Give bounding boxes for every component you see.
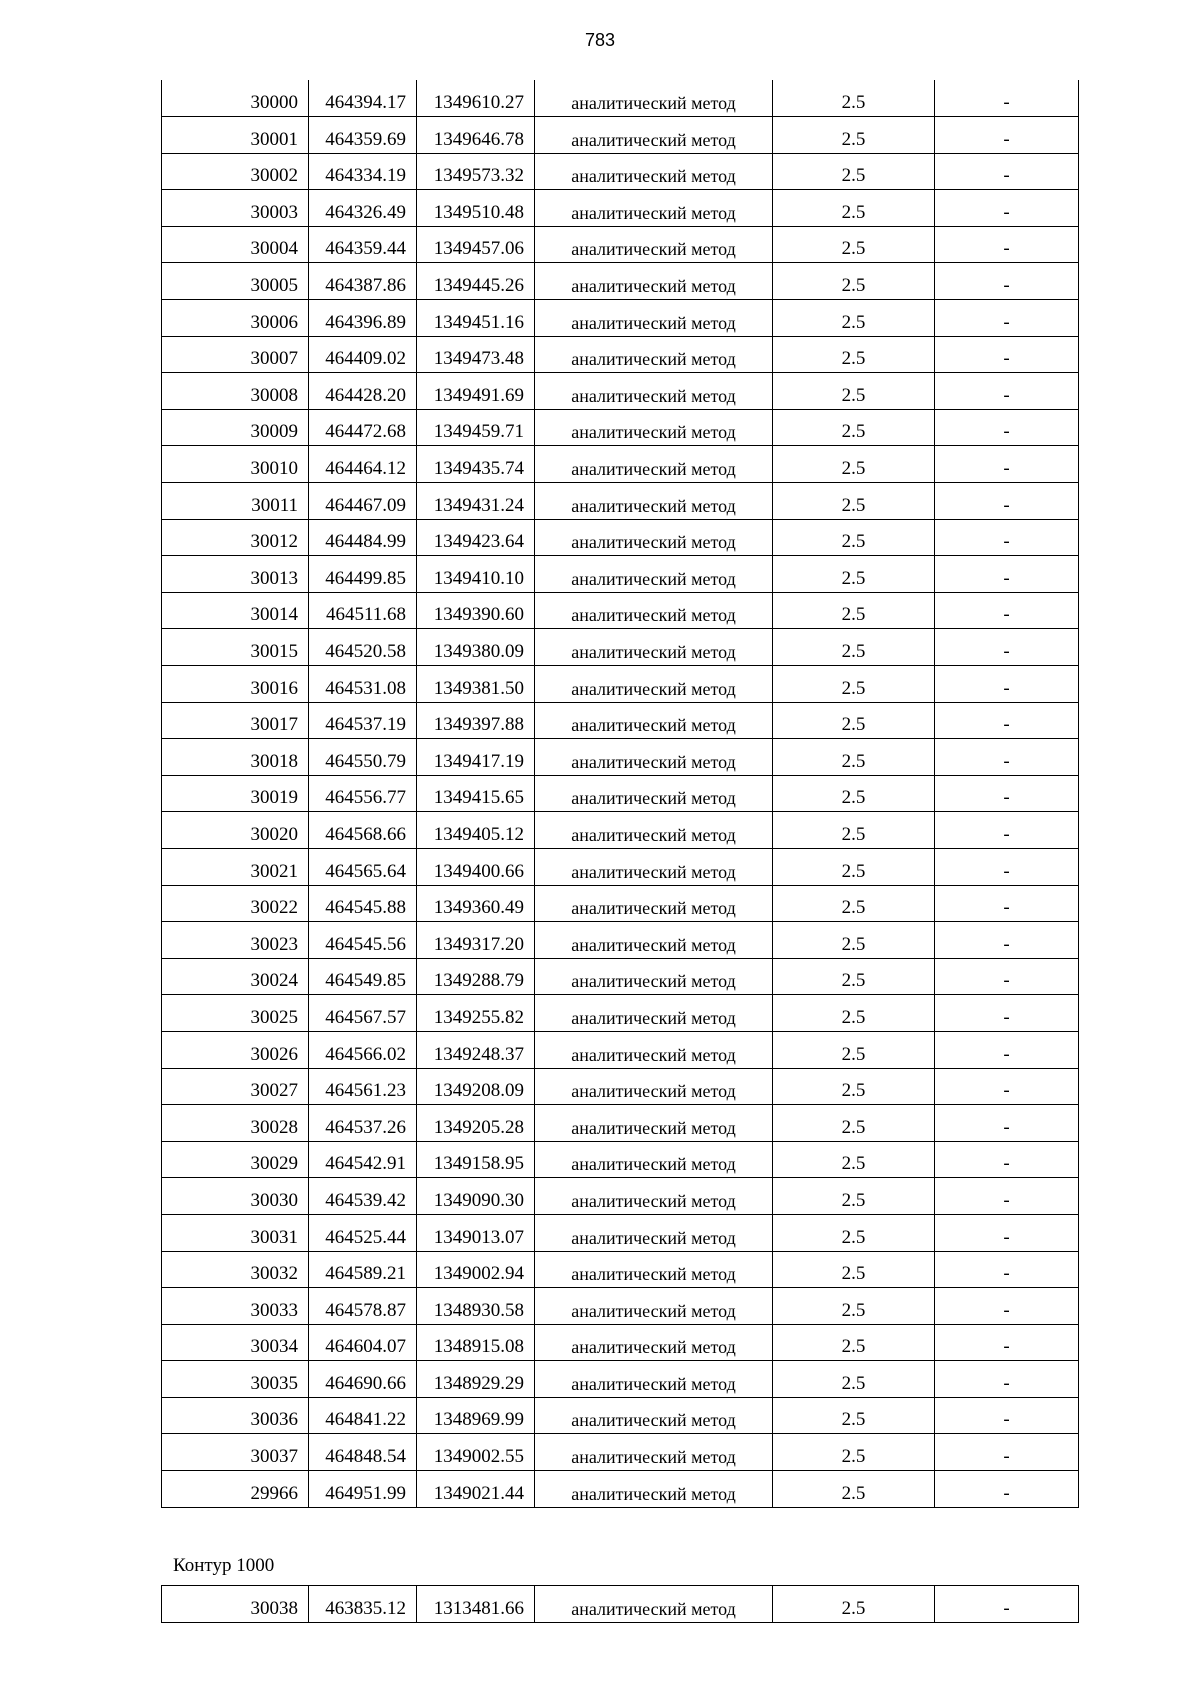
method-cell: аналитический метод <box>535 812 773 849</box>
accuracy-cell: 2.5 <box>773 336 935 373</box>
x-coordinate-cell: 464511.68 <box>309 592 417 629</box>
note-cell: - <box>935 263 1079 300</box>
x-coordinate-cell: 464542.91 <box>309 1141 417 1178</box>
table-row <box>162 446 1079 483</box>
x-coordinate-cell: 464556.77 <box>309 775 417 812</box>
table-row <box>162 1586 1079 1623</box>
x-coordinate-cell: 464545.88 <box>309 885 417 922</box>
note-cell: - <box>935 1434 1079 1471</box>
point-id-cell: 30018 <box>162 739 309 776</box>
y-coordinate-cell: 1349158.95 <box>417 1141 535 1178</box>
table-row <box>162 922 1079 959</box>
accuracy-cell: 2.5 <box>773 483 935 520</box>
note-cell: - <box>935 1141 1079 1178</box>
accuracy-cell: 2.5 <box>773 80 935 117</box>
table-row <box>162 1471 1079 1508</box>
accuracy-cell: 2.5 <box>773 153 935 190</box>
point-id-cell: 30016 <box>162 666 309 703</box>
note-cell: - <box>935 226 1079 263</box>
point-id-cell: 30005 <box>162 263 309 300</box>
x-coordinate-cell: 464359.44 <box>309 226 417 263</box>
table-row <box>162 812 1079 849</box>
method-cell: аналитический метод <box>535 848 773 885</box>
table-row <box>162 1141 1079 1178</box>
method-cell: аналитический метод <box>535 1105 773 1142</box>
x-coordinate-cell: 464539.42 <box>309 1178 417 1215</box>
note-cell: - <box>935 117 1079 154</box>
page-number: 783 <box>584 30 616 50</box>
point-id-cell: 30027 <box>162 1068 309 1105</box>
accuracy-cell: 2.5 <box>773 1178 935 1215</box>
table-row <box>162 336 1079 373</box>
y-coordinate-cell: 1349208.09 <box>417 1068 535 1105</box>
accuracy-cell: 2.5 <box>773 409 935 446</box>
x-coordinate-cell: 464520.58 <box>309 629 417 666</box>
y-coordinate-cell: 1349417.19 <box>417 739 535 776</box>
accuracy-cell: 2.5 <box>773 1214 935 1251</box>
table-row <box>162 702 1079 739</box>
method-cell: аналитический метод <box>535 263 773 300</box>
y-coordinate-cell: 1349090.30 <box>417 1178 535 1215</box>
accuracy-cell: 2.5 <box>773 373 935 410</box>
table-row <box>162 483 1079 520</box>
note-cell: - <box>935 739 1079 776</box>
method-cell: аналитический метод <box>535 1288 773 1325</box>
point-id-cell: 30007 <box>162 336 309 373</box>
x-coordinate-cell: 464567.57 <box>309 995 417 1032</box>
point-id-cell: 30013 <box>162 556 309 593</box>
note-cell: - <box>935 1178 1079 1215</box>
table-row <box>162 592 1079 629</box>
accuracy-cell: 2.5 <box>773 885 935 922</box>
note-cell: - <box>935 1068 1079 1105</box>
x-coordinate-cell: 464550.79 <box>309 739 417 776</box>
x-coordinate-cell: 464387.86 <box>309 263 417 300</box>
method-cell: аналитический метод <box>535 1586 773 1623</box>
y-coordinate-cell: 1349360.49 <box>417 885 535 922</box>
y-coordinate-cell: 1349021.44 <box>417 1471 535 1508</box>
method-cell: аналитический метод <box>535 153 773 190</box>
table-row <box>162 226 1079 263</box>
point-id-cell: 30006 <box>162 300 309 337</box>
method-cell: аналитический метод <box>535 739 773 776</box>
method-cell: аналитический метод <box>535 1141 773 1178</box>
y-coordinate-cell: 1349610.27 <box>417 80 535 117</box>
method-cell: аналитический метод <box>535 922 773 959</box>
x-coordinate-cell: 463835.12 <box>309 1586 417 1623</box>
y-coordinate-cell: 1349510.48 <box>417 190 535 227</box>
x-coordinate-cell: 464409.02 <box>309 336 417 373</box>
y-coordinate-cell: 1348930.58 <box>417 1288 535 1325</box>
table-row <box>162 1214 1079 1251</box>
accuracy-cell: 2.5 <box>773 739 935 776</box>
table-row <box>162 190 1079 227</box>
note-cell: - <box>935 1586 1079 1623</box>
method-cell: аналитический метод <box>535 995 773 1032</box>
coordinates-table-body <box>162 80 1079 1507</box>
y-coordinate-cell: 1349435.74 <box>417 446 535 483</box>
accuracy-cell: 2.5 <box>773 1068 935 1105</box>
method-cell: аналитический метод <box>535 1434 773 1471</box>
note-cell: - <box>935 190 1079 227</box>
note-cell: - <box>935 80 1079 117</box>
accuracy-cell: 2.5 <box>773 812 935 849</box>
coordinates-table <box>161 80 1079 1508</box>
point-id-cell: 30010 <box>162 446 309 483</box>
note-cell: - <box>935 666 1079 703</box>
table-row <box>162 1397 1079 1434</box>
y-coordinate-cell: 1349205.28 <box>417 1105 535 1142</box>
x-coordinate-cell: 464394.17 <box>309 80 417 117</box>
table-row <box>162 1288 1079 1325</box>
note-cell: - <box>935 336 1079 373</box>
y-coordinate-cell: 1349410.10 <box>417 556 535 593</box>
x-coordinate-cell: 464334.19 <box>309 153 417 190</box>
table-row <box>162 739 1079 776</box>
accuracy-cell: 2.5 <box>773 922 935 959</box>
accuracy-cell: 2.5 <box>773 226 935 263</box>
x-coordinate-cell: 464578.87 <box>309 1288 417 1325</box>
point-id-cell: 30034 <box>162 1324 309 1361</box>
y-coordinate-cell: 1349459.71 <box>417 409 535 446</box>
note-cell: - <box>935 483 1079 520</box>
table-row <box>162 995 1079 1032</box>
y-coordinate-cell: 1349457.06 <box>417 226 535 263</box>
accuracy-cell: 2.5 <box>773 995 935 1032</box>
x-coordinate-cell: 464537.19 <box>309 702 417 739</box>
point-id-cell: 30004 <box>162 226 309 263</box>
y-coordinate-cell: 1349423.64 <box>417 519 535 556</box>
method-cell: аналитический метод <box>535 373 773 410</box>
method-cell: аналитический метод <box>535 446 773 483</box>
method-cell: аналитический метод <box>535 117 773 154</box>
note-cell: - <box>935 1324 1079 1361</box>
table-row <box>162 263 1079 300</box>
note-cell: - <box>935 1361 1079 1398</box>
point-id-cell: 30009 <box>162 409 309 446</box>
accuracy-cell: 2.5 <box>773 1251 935 1288</box>
point-id-cell: 30001 <box>162 117 309 154</box>
y-coordinate-cell: 1349248.37 <box>417 1031 535 1068</box>
method-cell: аналитический метод <box>535 1361 773 1398</box>
point-id-cell: 30025 <box>162 995 309 1032</box>
x-coordinate-cell: 464537.26 <box>309 1105 417 1142</box>
table-row <box>162 80 1079 117</box>
accuracy-cell: 2.5 <box>773 117 935 154</box>
x-coordinate-cell: 464549.85 <box>309 958 417 995</box>
point-id-cell: 30022 <box>162 885 309 922</box>
y-coordinate-cell: 1349397.88 <box>417 702 535 739</box>
x-coordinate-cell: 464484.99 <box>309 519 417 556</box>
method-cell: аналитический метод <box>535 1214 773 1251</box>
table-row <box>162 1434 1079 1471</box>
accuracy-cell: 2.5 <box>773 1586 935 1623</box>
table-row <box>162 519 1079 556</box>
x-coordinate-cell: 464566.02 <box>309 1031 417 1068</box>
method-cell: аналитический метод <box>535 300 773 337</box>
table-row <box>162 117 1079 154</box>
y-coordinate-cell: 1349451.16 <box>417 300 535 337</box>
accuracy-cell: 2.5 <box>773 1397 935 1434</box>
accuracy-cell: 2.5 <box>773 556 935 593</box>
point-id-cell: 30036 <box>162 1397 309 1434</box>
note-cell: - <box>935 629 1079 666</box>
table-row <box>162 848 1079 885</box>
method-cell: аналитический метод <box>535 885 773 922</box>
note-cell: - <box>935 1288 1079 1325</box>
note-cell: - <box>935 1105 1079 1142</box>
method-cell: аналитический метод <box>535 775 773 812</box>
note-cell: - <box>935 300 1079 337</box>
note-cell: - <box>935 373 1079 410</box>
table-row <box>162 775 1079 812</box>
contour-label: Контур 1000 <box>173 1555 275 1576</box>
x-coordinate-cell: 464428.20 <box>309 373 417 410</box>
note-cell: - <box>935 1031 1079 1068</box>
table-row <box>162 409 1079 446</box>
point-id-cell: 30020 <box>162 812 309 849</box>
method-cell: аналитический метод <box>535 519 773 556</box>
x-coordinate-cell: 464326.49 <box>309 190 417 227</box>
table-row <box>162 373 1079 410</box>
note-cell: - <box>935 1471 1079 1508</box>
table-row <box>162 1068 1079 1105</box>
table-row <box>162 1178 1079 1215</box>
point-id-cell: 30003 <box>162 190 309 227</box>
x-coordinate-cell: 464565.64 <box>309 848 417 885</box>
note-cell: - <box>935 446 1079 483</box>
contour-table-body <box>162 1586 1079 1623</box>
note-cell: - <box>935 1251 1079 1288</box>
accuracy-cell: 2.5 <box>773 519 935 556</box>
y-coordinate-cell: 1349381.50 <box>417 666 535 703</box>
accuracy-cell: 2.5 <box>773 300 935 337</box>
table-row <box>162 1361 1079 1398</box>
method-cell: аналитический метод <box>535 483 773 520</box>
accuracy-cell: 2.5 <box>773 592 935 629</box>
accuracy-cell: 2.5 <box>773 666 935 703</box>
point-id-cell: 30014 <box>162 592 309 629</box>
accuracy-cell: 2.5 <box>773 775 935 812</box>
point-id-cell: 30032 <box>162 1251 309 1288</box>
accuracy-cell: 2.5 <box>773 1031 935 1068</box>
method-cell: аналитический метод <box>535 1031 773 1068</box>
y-coordinate-cell: 1349288.79 <box>417 958 535 995</box>
y-coordinate-cell: 1349002.55 <box>417 1434 535 1471</box>
accuracy-cell: 2.5 <box>773 446 935 483</box>
note-cell: - <box>935 775 1079 812</box>
method-cell: аналитический метод <box>535 958 773 995</box>
y-coordinate-cell: 1349013.07 <box>417 1214 535 1251</box>
x-coordinate-cell: 464499.85 <box>309 556 417 593</box>
point-id-cell: 30008 <box>162 373 309 410</box>
point-id-cell: 30017 <box>162 702 309 739</box>
accuracy-cell: 2.5 <box>773 629 935 666</box>
y-coordinate-cell: 1348969.99 <box>417 1397 535 1434</box>
x-coordinate-cell: 464525.44 <box>309 1214 417 1251</box>
point-id-cell: 30002 <box>162 153 309 190</box>
point-id-cell: 30028 <box>162 1105 309 1142</box>
x-coordinate-cell: 464604.07 <box>309 1324 417 1361</box>
note-cell: - <box>935 995 1079 1032</box>
accuracy-cell: 2.5 <box>773 1141 935 1178</box>
table-row <box>162 958 1079 995</box>
y-coordinate-cell: 1349317.20 <box>417 922 535 959</box>
note-cell: - <box>935 519 1079 556</box>
point-id-cell: 30038 <box>162 1586 309 1623</box>
note-cell: - <box>935 1214 1079 1251</box>
note-cell: - <box>935 592 1079 629</box>
y-coordinate-cell: 1348915.08 <box>417 1324 535 1361</box>
point-id-cell: 30021 <box>162 848 309 885</box>
table-row <box>162 1031 1079 1068</box>
x-coordinate-cell: 464472.68 <box>309 409 417 446</box>
x-coordinate-cell: 464951.99 <box>309 1471 417 1508</box>
y-coordinate-cell: 1349431.24 <box>417 483 535 520</box>
method-cell: аналитический метод <box>535 556 773 593</box>
x-coordinate-cell: 464690.66 <box>309 1361 417 1398</box>
table-row <box>162 153 1079 190</box>
point-id-cell: 30029 <box>162 1141 309 1178</box>
y-coordinate-cell: 1349646.78 <box>417 117 535 154</box>
x-coordinate-cell: 464396.89 <box>309 300 417 337</box>
x-coordinate-cell: 464464.12 <box>309 446 417 483</box>
method-cell: аналитический метод <box>535 629 773 666</box>
point-id-cell: 29966 <box>162 1471 309 1508</box>
accuracy-cell: 2.5 <box>773 1361 935 1398</box>
table-row <box>162 666 1079 703</box>
x-coordinate-cell: 464545.56 <box>309 922 417 959</box>
accuracy-cell: 2.5 <box>773 1324 935 1361</box>
point-id-cell: 30023 <box>162 922 309 959</box>
y-coordinate-cell: 1349380.09 <box>417 629 535 666</box>
y-coordinate-cell: 1349491.69 <box>417 373 535 410</box>
accuracy-cell: 2.5 <box>773 1434 935 1471</box>
point-id-cell: 30011 <box>162 483 309 520</box>
point-id-cell: 30031 <box>162 1214 309 1251</box>
method-cell: аналитический метод <box>535 592 773 629</box>
y-coordinate-cell: 1349255.82 <box>417 995 535 1032</box>
note-cell: - <box>935 958 1079 995</box>
method-cell: аналитический метод <box>535 666 773 703</box>
point-id-cell: 30033 <box>162 1288 309 1325</box>
accuracy-cell: 2.5 <box>773 848 935 885</box>
table-row <box>162 885 1079 922</box>
point-id-cell: 30019 <box>162 775 309 812</box>
x-coordinate-cell: 464531.08 <box>309 666 417 703</box>
method-cell: аналитический метод <box>535 1251 773 1288</box>
method-cell: аналитический метод <box>535 702 773 739</box>
method-cell: аналитический метод <box>535 226 773 263</box>
x-coordinate-cell: 464568.66 <box>309 812 417 849</box>
y-coordinate-cell: 1349415.65 <box>417 775 535 812</box>
accuracy-cell: 2.5 <box>773 1288 935 1325</box>
contour-table <box>161 1585 1079 1623</box>
x-coordinate-cell: 464561.23 <box>309 1068 417 1105</box>
method-cell: аналитический метод <box>535 1068 773 1105</box>
note-cell: - <box>935 848 1079 885</box>
method-cell: аналитический метод <box>535 409 773 446</box>
table-row <box>162 1324 1079 1361</box>
note-cell: - <box>935 409 1079 446</box>
point-id-cell: 30035 <box>162 1361 309 1398</box>
table-row <box>162 1251 1079 1288</box>
accuracy-cell: 2.5 <box>773 1105 935 1142</box>
accuracy-cell: 2.5 <box>773 958 935 995</box>
method-cell: аналитический метод <box>535 336 773 373</box>
accuracy-cell: 2.5 <box>773 263 935 300</box>
table-row <box>162 556 1079 593</box>
table-row <box>162 1105 1079 1142</box>
x-coordinate-cell: 464841.22 <box>309 1397 417 1434</box>
method-cell: аналитический метод <box>535 190 773 227</box>
accuracy-cell: 2.5 <box>773 190 935 227</box>
note-cell: - <box>935 812 1079 849</box>
point-id-cell: 30012 <box>162 519 309 556</box>
y-coordinate-cell: 1349445.26 <box>417 263 535 300</box>
y-coordinate-cell: 1313481.66 <box>417 1586 535 1623</box>
note-cell: - <box>935 702 1079 739</box>
method-cell: аналитический метод <box>535 1397 773 1434</box>
note-cell: - <box>935 153 1079 190</box>
accuracy-cell: 2.5 <box>773 1471 935 1508</box>
table-row <box>162 629 1079 666</box>
x-coordinate-cell: 464848.54 <box>309 1434 417 1471</box>
point-id-cell: 30026 <box>162 1031 309 1068</box>
point-id-cell: 30000 <box>162 80 309 117</box>
y-coordinate-cell: 1349390.60 <box>417 592 535 629</box>
note-cell: - <box>935 885 1079 922</box>
accuracy-cell: 2.5 <box>773 702 935 739</box>
point-id-cell: 30037 <box>162 1434 309 1471</box>
y-coordinate-cell: 1349573.32 <box>417 153 535 190</box>
x-coordinate-cell: 464467.09 <box>309 483 417 520</box>
note-cell: - <box>935 1397 1079 1434</box>
y-coordinate-cell: 1349400.66 <box>417 848 535 885</box>
y-coordinate-cell: 1349473.48 <box>417 336 535 373</box>
y-coordinate-cell: 1348929.29 <box>417 1361 535 1398</box>
method-cell: аналитический метод <box>535 1178 773 1215</box>
method-cell: аналитический метод <box>535 80 773 117</box>
point-id-cell: 30024 <box>162 958 309 995</box>
y-coordinate-cell: 1349405.12 <box>417 812 535 849</box>
method-cell: аналитический метод <box>535 1471 773 1508</box>
point-id-cell: 30015 <box>162 629 309 666</box>
y-coordinate-cell: 1349002.94 <box>417 1251 535 1288</box>
note-cell: - <box>935 922 1079 959</box>
note-cell: - <box>935 556 1079 593</box>
method-cell: аналитический метод <box>535 1324 773 1361</box>
point-id-cell: 30030 <box>162 1178 309 1215</box>
x-coordinate-cell: 464359.69 <box>309 117 417 154</box>
table-row <box>162 300 1079 337</box>
x-coordinate-cell: 464589.21 <box>309 1251 417 1288</box>
